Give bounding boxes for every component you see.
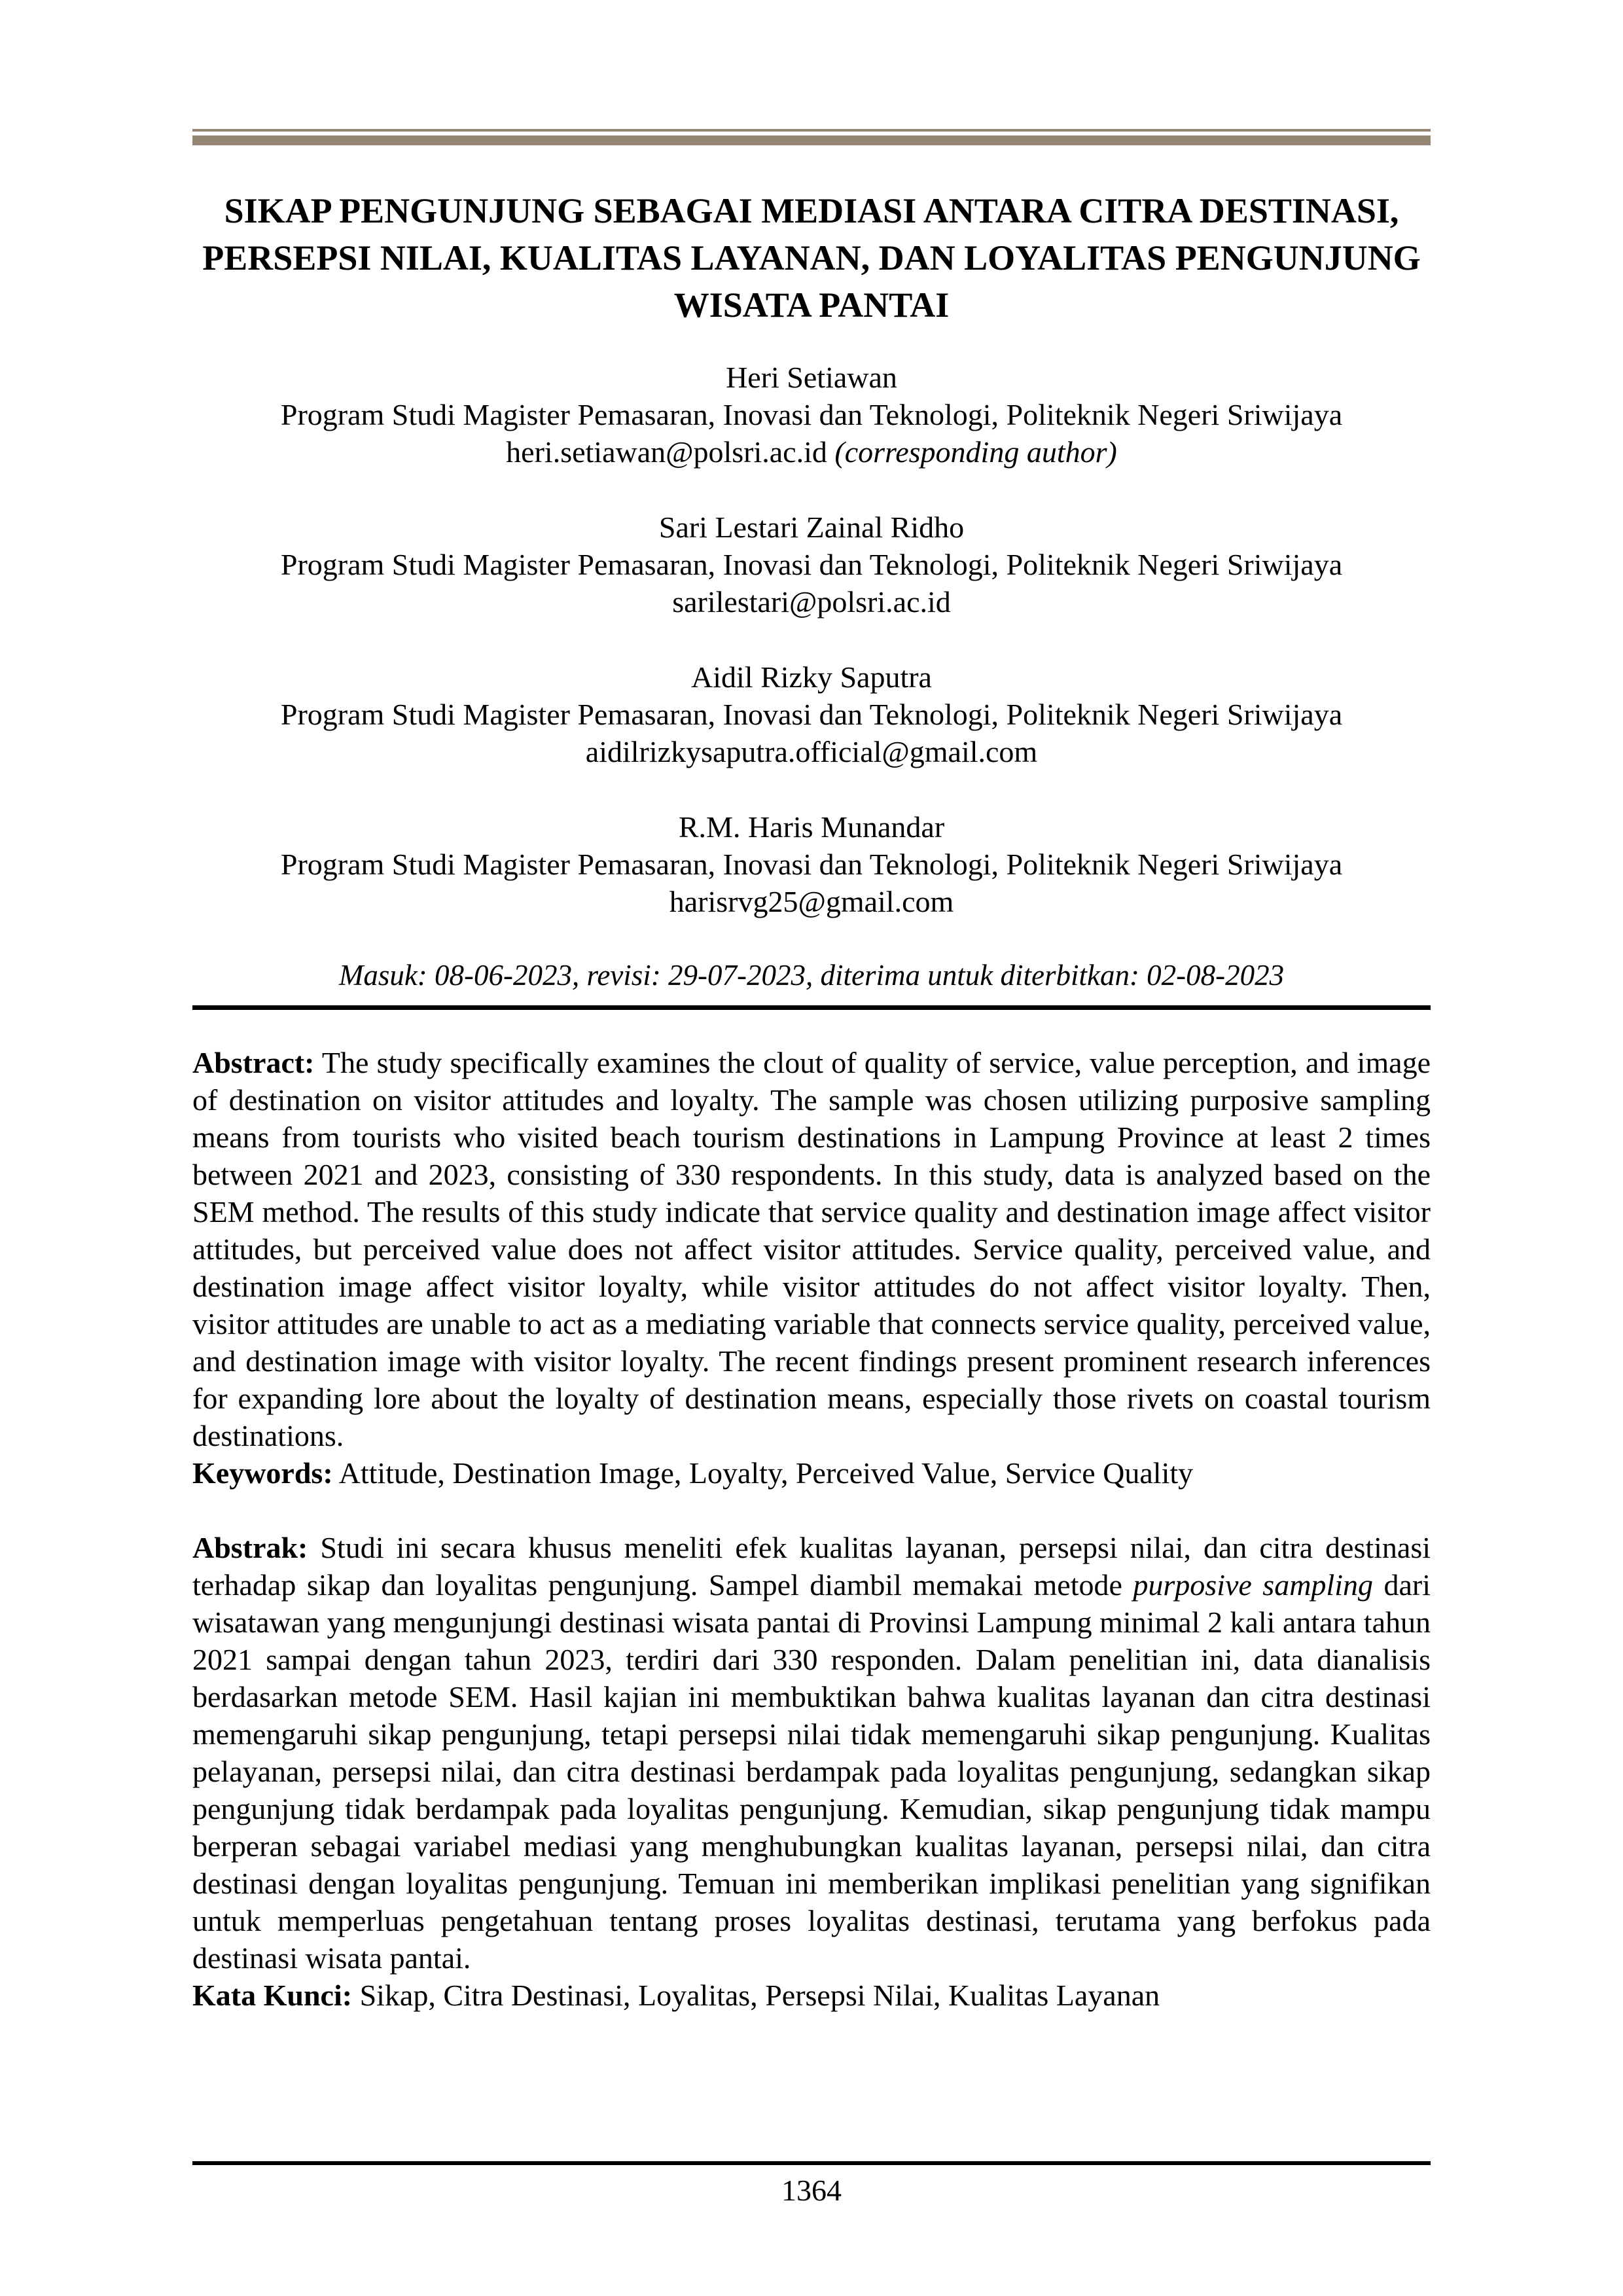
- keywords-english: [192, 1454, 1431, 1492]
- abstract-indonesian-paragraph: [192, 1529, 1431, 1977]
- kata-kunci-text: Sikap, Citra Destinasi, Loyalitas, Persepsi Nilai, Kualitas Layanan: [359, 1979, 1160, 2012]
- author-block: [192, 658, 1431, 770]
- top-rule-thick: [192, 135, 1431, 145]
- abstract-english-paragraph: [192, 1044, 1431, 1454]
- page-title-line-1: SIKAP PENGUNJUNG SEBAGAI MEDIASI ANTARA CITRA DESTINASI,: [224, 191, 1399, 230]
- kata-kunci-label: Kata Kunci:: [192, 1979, 353, 2012]
- author-email: aidilrizkysaputra.official@gmail.com: [585, 735, 1038, 768]
- author-affiliation: Program Studi Magister Pemasaran, Inovasi dan Teknologi, Politeknik Negeri Sriwijaya: [280, 548, 1343, 581]
- keywords-text: Attitude, Destination Image, Loyalty, Perceived Value, Service Quality: [338, 1456, 1194, 1490]
- top-rule-thin: [192, 129, 1431, 132]
- page-title: [192, 187, 1431, 329]
- author-affiliation: Program Studi Magister Pemasaran, Inovasi dan Teknologi, Politeknik Negeri Sriwijaya: [280, 848, 1343, 881]
- submission-history: Masuk: 08-06-2023, revisi: 29-07-2023, diterima untuk diterbitkan: 02-08-2023: [338, 959, 1285, 992]
- page-number: 1364: [781, 2174, 842, 2207]
- abstract-english: [192, 1044, 1431, 1492]
- header-divider: [192, 1005, 1431, 1010]
- author-block: [192, 359, 1431, 471]
- author-name: Heri Setiawan: [726, 361, 897, 394]
- author-email: heri.setiawan@polsri.ac.id (corresponding author): [506, 435, 1117, 469]
- author-affiliation: Program Studi Magister Pemasaran, Inovasi dan Teknologi, Politeknik Negeri Sriwijaya: [280, 398, 1343, 431]
- abstract-text: The study specifically examines the clout of quality of service, value perception, and image of destination on visitor attitudes and loyalty. The sample was chosen utilizing purposive sampling means from tourists who visited beach tourism destinations in Lampung Province at least 2 times between 2021 and 2023, consisting of 330 respondents. In this study, data is analyzed based on the SEM method. The results of this study indicate that service quality and destination image affect visitor attitudes, but perceived value does not affect visitor attitudes. Service quality, perceived value, and destination image affect visitor loyalty, while visitor attitudes do not affect visitor loyalty. Then, visitor attitudes are unable to act as a mediating variable that connects service quality, perceived value, and destination image with visitor loyalty. The recent findings present prominent research inferences for expanding lore about the loyalty of destination means, especially those rivets on coastal tourism destinations.: [192, 1046, 1431, 1452]
- page-title-line-2: PERSEPSI NILAI, KUALITAS LAYANAN, DAN LOYALITAS PENGUNJUNG: [202, 238, 1421, 278]
- author-name: Sari Lestari Zainal Ridho: [658, 511, 965, 544]
- keywords-indonesian: [192, 1977, 1431, 2014]
- author-email: harisrvg25@gmail.com: [669, 885, 954, 918]
- author-list: [192, 359, 1431, 920]
- author-block: [192, 509, 1431, 620]
- author-block: [192, 808, 1431, 920]
- abstract-indonesian: [192, 1529, 1431, 2014]
- keywords-label: Keywords:: [192, 1456, 333, 1490]
- abstrak-text: Studi ini secara khusus meneliti efek kualitas layanan, persepsi nilai, dan citra destinasi terhadap sikap dan loyalitas pengunjung. Sampel diambil memakai metode purposive sampling dari wisatawan yang mengunjungi destinasi wisata pantai di Provinsi Lampung minimal 2 kali antara tahun 2021 sampai dengan tahun 2023, terdiri dari 330 responden. Dalam penelitian ini, data dianalisis berdasarkan metode SEM. Hasil kajian ini membuktikan bahwa kualitas layanan dan citra destinasi memengaruhi sikap pengunjung, tetapi persepsi nilai tidak memengaruhi sikap pengunjung. Kualitas pelayanan, persepsi nilai, dan citra destinasi berdampak pada loyalitas pengunjung, sedangkan sikap pengunjung tidak berdampak pada loyalitas pengunjung. Kemudian, sikap pengunjung tidak mampu berperan sebagai variabel mediasi yang menghubungkan kualitas layanan, persepsi nilai, dan citra destinasi dengan loyalitas pengunjung. Temuan ini memberikan implikasi penelitian yang signifikan untuk memperluas pengetahuan tentang proses loyalitas destinasi, terutama yang berfokus pada destinasi wisata pantai.: [192, 1531, 1431, 1975]
- author-email: sarilestari@polsri.ac.id: [672, 585, 951, 619]
- footer-divider: [192, 2161, 1431, 2165]
- author-name: R.M. Haris Munandar: [678, 810, 945, 844]
- abstract-label: Abstract:: [192, 1046, 315, 1079]
- author-name: Aidil Rizky Saputra: [691, 660, 932, 694]
- author-affiliation: Program Studi Magister Pemasaran, Inovasi dan Teknologi, Politeknik Negeri Sriwijaya: [280, 698, 1343, 731]
- page-title-line-3: WISATA PANTAI: [673, 285, 950, 325]
- abstrak-label: Abstrak:: [192, 1531, 308, 1564]
